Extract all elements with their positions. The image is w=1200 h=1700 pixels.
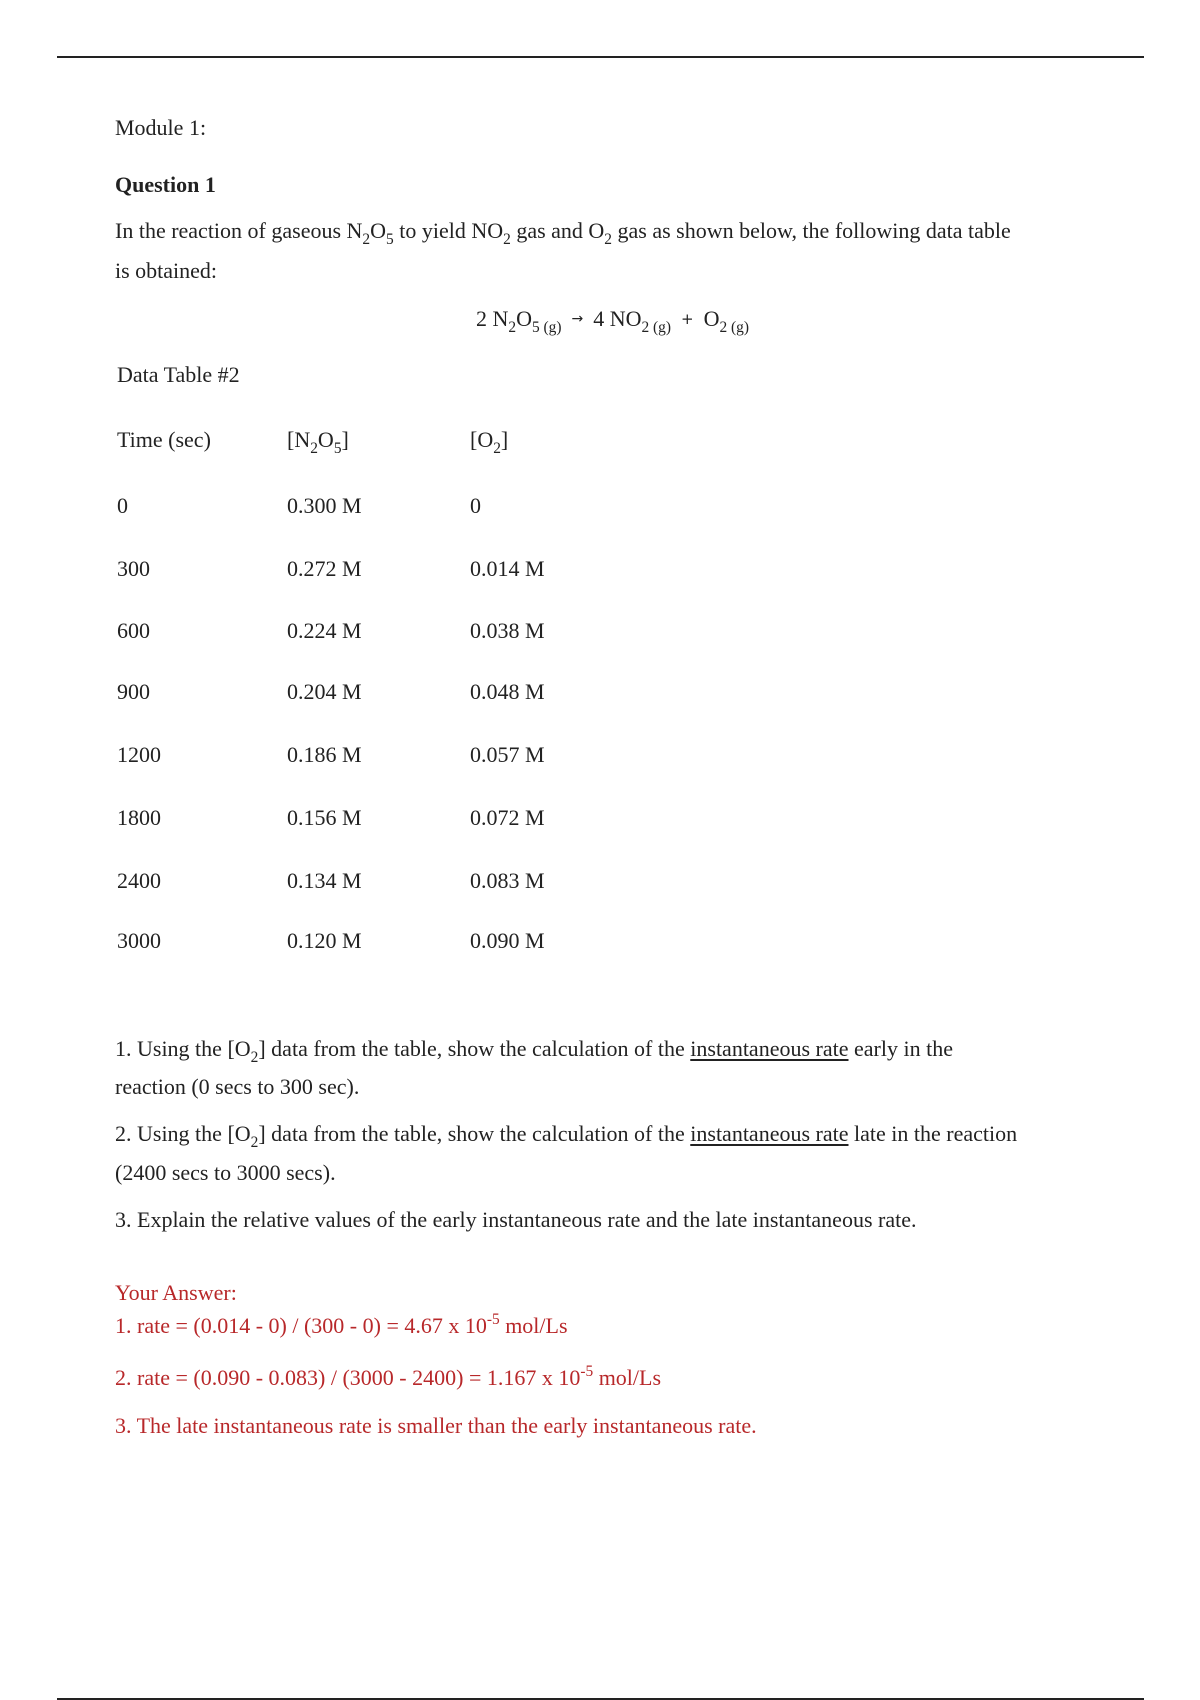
cell-n2o5: 0.224 M	[287, 618, 362, 643]
cell-o2: 0.014 M	[470, 556, 545, 581]
top-rule	[57, 56, 1144, 58]
header-n2o5: $[N_2O_5]$	[287, 427, 349, 457]
table-row	[117, 926, 817, 956]
cell-time: 900	[117, 679, 150, 704]
task-3: 3. Explain the relative values of the early instantaneous rate and the late instantaneous rate.	[115, 1207, 917, 1232]
cell-time: 300	[117, 556, 150, 581]
table-row	[117, 866, 817, 896]
cell-n2o5: 0.204 M	[287, 679, 362, 704]
cell-time: 0	[117, 493, 128, 518]
cell-o2: 0.072 M	[470, 805, 545, 830]
cell-n2o5: 0.300 M	[287, 493, 362, 518]
table-row	[117, 803, 817, 833]
intro-line-1: In the reaction of gaseous $N_2O_5$ to yield $NO_2$ gas and $O_2$ gas as shown below, the following data table	[115, 218, 1011, 248]
answer-2: 2. rate = (0.090 - 0.083) / (3000 - 2400) = 1.167 x $10^{-5}$ mol/Ls	[115, 1363, 662, 1390]
question-heading: Question 1	[115, 172, 216, 197]
table-row	[117, 491, 817, 521]
cell-n2o5: 0.134 M	[287, 868, 362, 893]
table-row	[117, 677, 817, 707]
cell-time: 600	[117, 618, 150, 643]
intro-line-2: is obtained:	[115, 258, 218, 283]
cell-n2o5: 0.186 M	[287, 742, 362, 767]
cell-o2: 0.038 M	[470, 618, 545, 643]
cell-time: 2400	[117, 868, 161, 893]
cell-o2: 0.048 M	[470, 679, 545, 704]
task-2-line-1: 2. Using the $[O_2]$ data from the table, show the calculation of the instantaneous rate late in the reaction	[115, 1121, 1018, 1151]
answer-label: Your Answer:	[115, 1280, 237, 1305]
table-row	[117, 616, 817, 646]
reaction-arrow-icon: →	[571, 311, 584, 327]
cell-o2: 0.083 M	[470, 868, 545, 893]
cell-n2o5: 0.120 M	[287, 928, 362, 953]
table-header-row	[117, 425, 817, 455]
table-title: Data Table #2	[117, 362, 240, 387]
header-time: Time (sec)	[117, 427, 211, 452]
cell-o2: 0	[470, 493, 481, 518]
table-row	[117, 554, 817, 584]
reaction-equation: 2 $N_2O_{5 (g)} \to 4$ $NO_{2 (g)} + O_{2 (g)}$	[476, 306, 749, 336]
cell-o2: 0.090 M	[470, 928, 545, 953]
answer-1: 1. rate = (0.014 - 0) / (300 - 0) = 4.67 x $10^{-5}$ mol/Ls	[115, 1311, 568, 1338]
cell-time: 1200	[117, 742, 161, 767]
task-1-line-2: reaction (0 secs to 300 sec).	[115, 1074, 360, 1099]
cell-o2: 0.057 M	[470, 742, 545, 767]
cell-time: 3000	[117, 928, 161, 953]
cell-n2o5: 0.272 M	[287, 556, 362, 581]
cell-time: 1800	[117, 805, 161, 830]
header-o2: $[O_2]$	[470, 427, 509, 457]
instantaneous-rate-underline: instantaneous rate	[690, 1121, 849, 1146]
answer-3: 3. The late instantaneous rate is smaller than the early instantaneous rate.	[115, 1413, 757, 1438]
instantaneous-rate-underline: instantaneous rate	[690, 1036, 849, 1061]
module-heading: Module 1:	[115, 115, 207, 140]
task-1-line-1: 1. Using the $[O_2]$ data from the table, show the calculation of the instantaneous rate early in the	[115, 1036, 953, 1066]
task-2-line-2: (2400 secs to 3000 secs).	[115, 1160, 336, 1185]
table-row	[117, 740, 817, 770]
cell-n2o5: 0.156 M	[287, 805, 362, 830]
